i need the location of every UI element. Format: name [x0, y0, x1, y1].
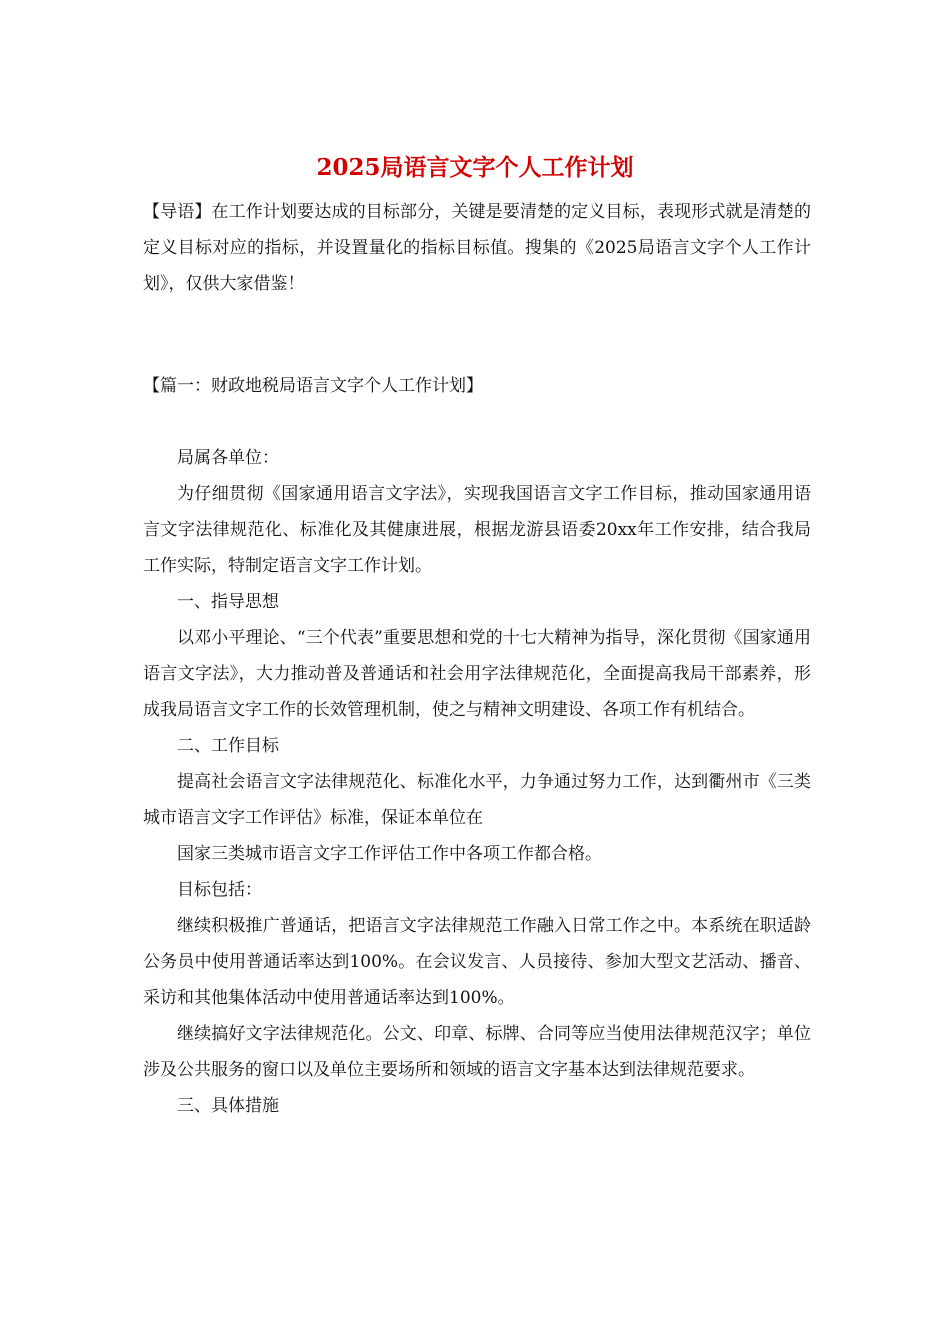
- intro-block: [143, 194, 811, 302]
- heading-guiding-thought: 一、指导思想: [177, 592, 279, 612]
- paragraph-mandarin: 继续积极推广普通话，把语言文字法律规范工作融入日常工作之中。本系统在职适龄公务员中使用普通话率达到100%。在会议发言、人员接待、参加大型文艺活动、播音、采访和其他集体活动中使用普通话率达到100%。: [143, 916, 811, 1008]
- paragraph-guiding-thought: 以邓小平理论、“三个代表”重要思想和党的十七大精神为指导，深化贯彻《国家通用语言文字法》，大力推动普及普通话和社会用字法律规范化，全面提高我局干部素养，形成我局语言文字工作的长效管理机制，使之与精神文明建设、各项工作有机结合。: [143, 628, 811, 720]
- paragraph-work-goals: 提高社会语言文字法律规范化、标准化水平，力争通过努力工作，达到衢州市《三类城市语言文字工作评估》标准，保证本单位在: [143, 772, 811, 828]
- paragraph-evaluation: 国家三类城市语言文字工作评估工作中各项工作都合格。: [177, 844, 602, 864]
- main-content: [143, 440, 811, 1124]
- section-heading: 【篇一：财政地税局语言文字个人工作计划】: [143, 376, 483, 396]
- heading-goals-include: 目标包括：: [177, 880, 262, 900]
- heading-measures: 三、具体措施: [177, 1096, 279, 1116]
- heading-work-goals: 二、工作目标: [177, 736, 279, 756]
- paragraph-purpose: 为仔细贯彻《国家通用语言文字法》，实现我国语言文字工作目标，推动国家通用语言文字法律规范化、标准化及其健康进展，根据龙游县语委20xx年工作安排，结合我局工作实际，特制定语言文字工作计划。: [143, 484, 811, 576]
- section-heading-block: [143, 368, 811, 404]
- document-title: 2025局语言文字个人工作计划: [316, 154, 634, 181]
- intro-paragraph: 【导语】在工作计划要达成的目标部分，关键是要清楚的定义目标，表现形式就是清楚的定义目标对应的指标，并设置量化的指标目标值。搜集的《2025局语言文字个人工作计划》，仅供大家借鉴！: [143, 202, 811, 294]
- salutation: 局属各单位：: [177, 448, 279, 468]
- paragraph-characters: 继续搞好文字法律规范化。公文、印章、标牌、合同等应当使用法律规范汉字；单位涉及公共服务的窗口以及单位主要场所和领域的语言文字基本达到法律规范要求。: [143, 1024, 811, 1080]
